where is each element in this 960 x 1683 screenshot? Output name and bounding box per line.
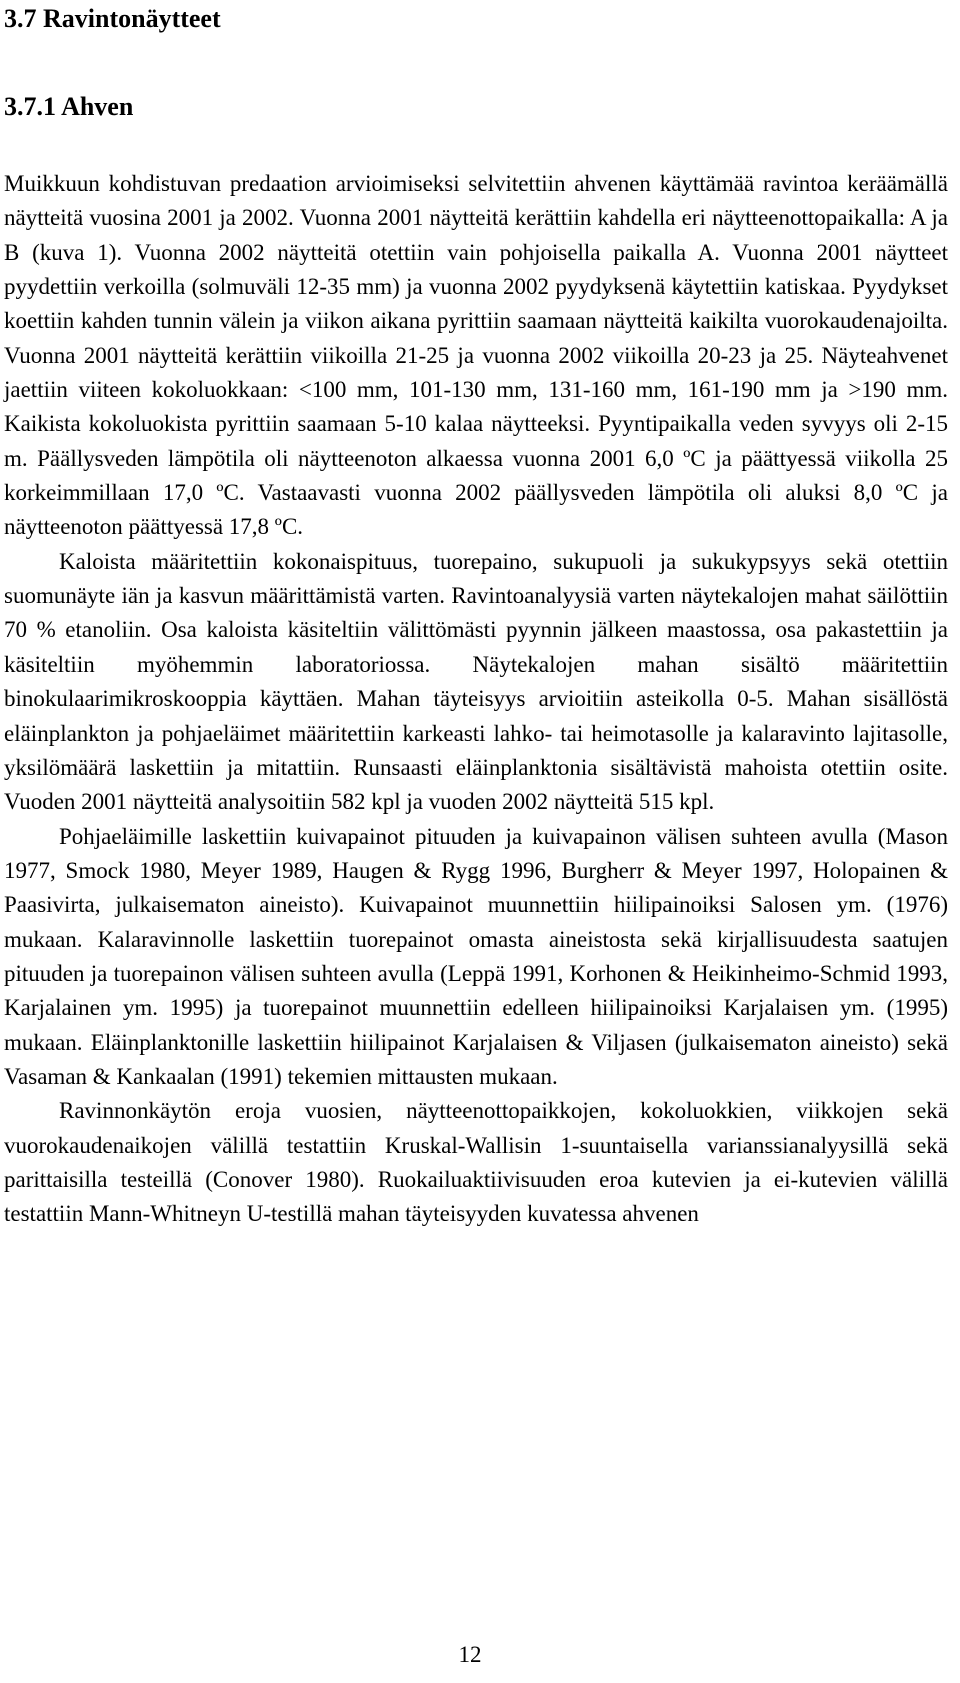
body-text bbox=[4, 167, 948, 1232]
subsection-heading: 3.7.1 Ahven bbox=[4, 92, 134, 121]
section-heading: 3.7 Ravintonäytteet bbox=[4, 4, 221, 33]
paragraph-statistics: Ravinnonkäytön eroja vuosien, näytteenottopaikkojen, kokoluokkien, viikkojen sekä vuorokaudenaikojen välillä testattiin Kruskal-Wallisin 1-suuntaisella varianssianalyysillä sekä parittaisilla testeillä (Conover 1980). Ruokailuaktiivisuuden eroa kutevien ja ei-kutevien välillä testattiin Mann-Whitneyn U-testillä mahan täyteisyyden kuvatessa ahvenen bbox=[4, 1098, 948, 1227]
paragraph-sampling: Muikkuun kohdistuvan predaation arvioimiseksi selvitettiin ahvenen käyttämää ravintoa keräämällä näytteitä vuosina 2001 ja 2002. Vuonna 2001 näytteitä kerättiin kahdella eri näytteenottopaikalla: A ja B (kuva 1). Vuonna 2002 näytteitä otettiin vain pohjoisella paikalla A. Vuonna 2001 näytteet pyydettiin verkoilla (solmuväli 12-35 mm) ja vuonna 2002 pyydyksenä käytettiin katiskaa. Pyydykset koettiin kahden tunnin välein ja viikon aikana pyrittiin saamaan näytteitä kaikilta vuorokaudenajoilta. Vuonna 2001 näytteitä kerättiin viikoilla 21-25 ja vuonna 2002 viikoilla 20-23 ja 25. Näyteahvenet jaettiin viiteen kokoluokkaan: <100 mm, 101-130 mm, 131-160 mm, 161-190 mm ja >190 mm. Kaikista kokoluokista pyrittiin saamaan 5-10 kalaa näytteeksi. Pyyntipaikalla veden syvyys oli 2-15 m. Päällysveden lämpötila oli näytteenoton alkaessa vuonna 2001 6,0 ºC ja päättyessä viikolla 25 korkeimmillaan 17,0 ºC. Vastaavasti vuonna 2002 päällysveden lämpötila oli aluksi 8,0 ºC ja näytteenoton päättyessä 17,8 ºC. bbox=[4, 171, 948, 540]
paragraph-weights: Pohjaeläimille laskettiin kuivapainot pituuden ja kuivapainon välisen suhteen avulla (Mason 1977, Smock 1980, Meyer 1989, Haugen & Rygg 1996, Burgherr & Meyer 1997, Holopainen & Paasivirta, julkaisematon aineisto). Kuivapainot muunnettiin hiilipainoiksi Salosen ym. (1976) mukaan. Kalaravinnolle laskettiin tuorepainot omasta aineistosta sekä kirjallisuudesta saatujen pituuden ja tuorepainon välisen suhteen avulla (Leppä 1991, Korhonen & Heikinheimo-Schmid 1993, Karjalainen ym. 1995) ja tuorepainot muunnettiin edelleen hiilipainoiksi Karjalaisen ym. (1995) mukaan. Eläinplanktonille laskettiin hiilipainot Karjalaisen & Viljasen (julkaisematon aineisto) sekä Vasaman & Kankaalan (1991) tekemien mittausten mukaan. bbox=[4, 823, 948, 1089]
paragraph-analysis: Kaloista määritettiin kokonaispituus, tuorepaino, sukupuoli ja sukukypsyys sekä otettiin suomunäyte iän ja kasvun määrittämistä varten. Ravintoanalyysiä varten näytekalojen mahat säilöttiin 70 % etanoliin. Osa kaloista käsiteltiin välittömästi pyynnin jälkeen maastossa, osa pakastettiin ja käsiteltiin myöhemmin laboratoriossa. Näytekalojen mahan sisältö määritettiin binokulaarimikroskooppia käyttäen. Mahan täyteisyys arvioitiin asteikolla 0-5. Mahan sisällöstä eläinplankton ja pohjaeläimet määritettiin karkeasti lahko- tai heimotasolle ja kalaravinto lajitasolle, yksilömäärä laskettiin ja mitattiin. Runsaasti eläinplanktonia sisältävistä mahoista otettiin osite. Vuoden 2001 näytteitä analysoitiin 582 kpl ja vuoden 2002 näytteitä 515 kpl. bbox=[4, 548, 948, 815]
page-number: 12 bbox=[458, 1642, 482, 1667]
